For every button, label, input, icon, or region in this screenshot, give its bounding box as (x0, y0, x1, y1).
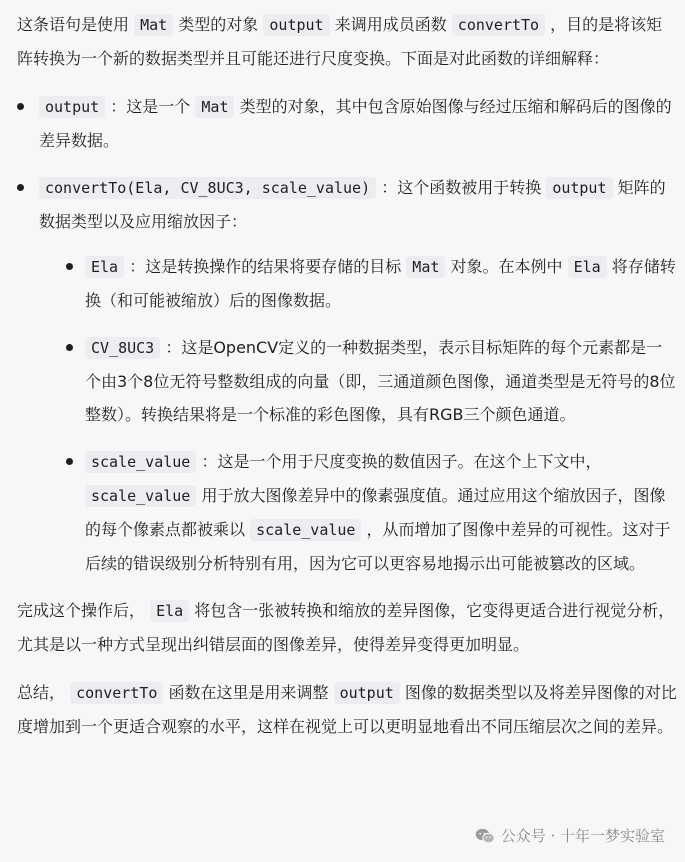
item-text: 对象。在本例中 (450, 257, 563, 276)
inline-code-output: output (263, 14, 329, 36)
intro-text-2: 类型的对象 (178, 15, 259, 34)
inline-code-cv8uc3: CV_8UC3 (85, 337, 160, 359)
item-text: ：这是一个用于尺度变换的数值因子。在这个上下文中， (201, 452, 602, 471)
inline-code-output: output (546, 177, 612, 199)
bullet-icon (66, 458, 73, 465)
inline-code-mat: Mat (195, 96, 234, 118)
item-text: 类型的对象，其中包含原始图像与经过压缩和解码后的图像的差异数据。 (39, 97, 672, 150)
bullet-icon (66, 263, 73, 270)
wechat-icon (475, 828, 495, 844)
intro-text-3: 来调用成员函数 (334, 15, 447, 34)
bullet-list (17, 90, 677, 580)
answer-content (17, 8, 677, 758)
inline-code-ela: Ela (150, 600, 189, 622)
watermark-text: 公众号 · 十年一梦实验室 (500, 827, 665, 845)
item-text: 用于放大图像差异中的像素强度值。通过应用这个缩放因子，图像的每个像素点都被乘以 (85, 486, 666, 539)
inline-code-output: output (39, 96, 105, 118)
item-text: 将存储转换（和可能被缩放）后的图像数据。 (85, 257, 676, 310)
item-text: 矩阵的数据类型以及应用缩放因子： (39, 178, 666, 231)
inline-code-scale-value: scale_value (85, 451, 196, 473)
inline-code-output: output (334, 682, 400, 704)
inline-code-scale-value: scale_value (250, 519, 361, 541)
inline-code-mat: Mat (406, 256, 445, 278)
after-paragraph (17, 594, 677, 661)
intro-text-4: ，目的是将该矩阵转换为一个新的数据类型并且可能还进行尺度变换。下面是对此函数的详细解释： (17, 15, 663, 68)
list-item-output (17, 90, 677, 157)
sub-item-scale-value (39, 445, 677, 580)
item-text: ：这是OpenCV定义的一种数据类型，表示目标矩阵的每个元素都是一个由3个8位无符号整数组成的向量（即，三通道颜色图像，通道类型是无符号的8位整数）。转换结果将是一个标准的彩色图像，具有RGB三个颜色通道。 (85, 338, 676, 424)
list-item-convertto (17, 171, 677, 580)
sub-bullet-list (39, 250, 677, 580)
inline-code-ela: Ela (85, 256, 124, 278)
inline-code-convertto-call: convertTo(Ela, CV_8UC3, scale_value) (39, 177, 376, 199)
item-text: ：这是一个 (110, 97, 191, 116)
inline-code-ela: Ela (568, 256, 607, 278)
summary-text-2: 函数在这里是用来调整 (168, 683, 329, 702)
sub-item-cv8uc3 (39, 331, 677, 431)
intro-paragraph (17, 8, 677, 75)
item-text: ，从而增加了图像中差异的可视性。这对于后续的错误级别分析特别有用，因为它可以更容易地揭示出可能被篡改的区域。 (85, 520, 671, 573)
watermark (475, 825, 665, 846)
summary-paragraph (17, 676, 677, 743)
bullet-icon (17, 184, 24, 191)
item-text: ：这是转换操作的结果将要存储的目标 (129, 257, 402, 276)
inline-code-convertto: convertTo (70, 682, 163, 704)
after-text-2: 将包含一张被转换和缩放的差异图像，它变得更适合进行视觉分析，尤其是以一种方式呈现出纠错层面的图像差异，使得差异变得更加明显。 (17, 601, 675, 654)
summary-text-1: 总结， (17, 683, 66, 702)
inline-code-mat: Mat (134, 14, 173, 36)
after-text-1: 完成这个操作后， (17, 601, 146, 620)
item-text: ：这个函数被用于转换 (381, 178, 542, 197)
intro-text-1: 这条语句是使用 (17, 15, 130, 34)
inline-code-convertto: convertTo (452, 14, 545, 36)
sub-item-ela (39, 250, 677, 317)
summary-text-3: 图像的数据类型以及将差异图像的对比度增加到一个更适合观察的水平，这样在视觉上可以更明显地看出不同压缩层次之间的差异。 (17, 683, 677, 736)
bullet-icon (17, 103, 24, 110)
bullet-icon (66, 344, 73, 351)
inline-code-scale-value: scale_value (85, 485, 196, 507)
